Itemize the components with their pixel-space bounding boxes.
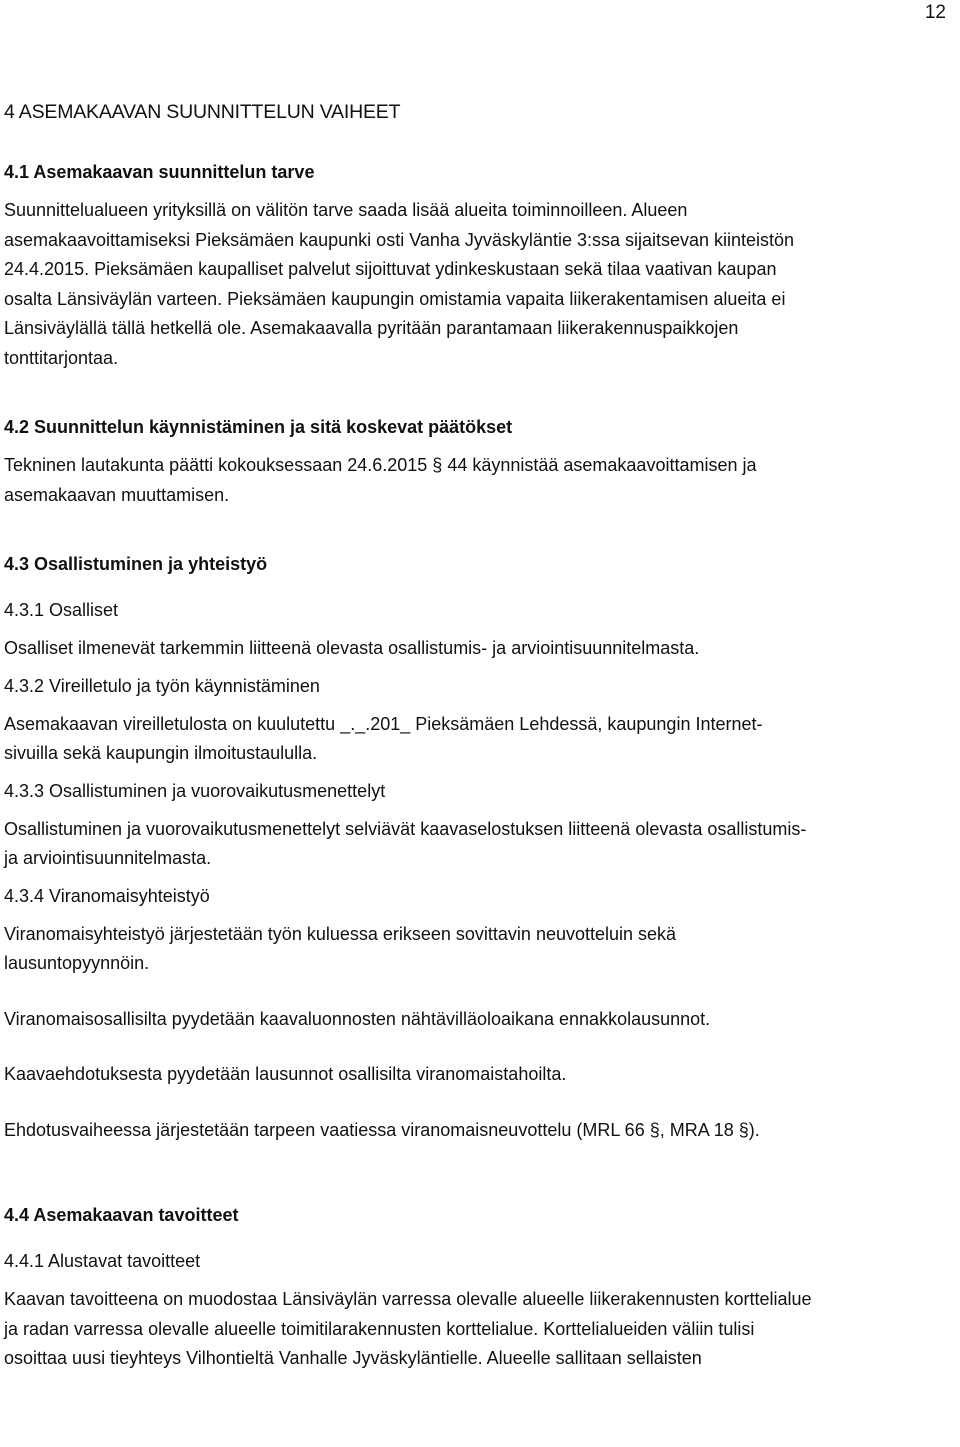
section-4-2 xyxy=(4,415,956,510)
text-line: ja arviointisuunnitelmasta. xyxy=(4,848,212,868)
subsection-heading: 4.3.4 Viranomaisyhteistyö xyxy=(4,885,210,906)
text-line: Suunnittelualueen yrityksillä on välitön tarve saada lisää alueita toiminnoilleen. Alueen xyxy=(4,200,688,220)
text-line: lausuntopyynnöin. xyxy=(4,953,150,973)
text-line: 24.4.2015. Pieksämäen kaupalliset palvelut sijoittuvat ydinkeskustaan sekä tilaa vaativan kaupan xyxy=(4,259,777,279)
text-line: tonttitarjontaa. xyxy=(4,347,119,368)
subsection-heading: 4.4.1 Alustavat tavoitteet xyxy=(4,1251,201,1271)
text-line: osoittaa uusi tieyhteys Vilhontieltä Vanhalle Jyväskyläntielle. Alueelle sallitaan sellaisten xyxy=(4,1348,702,1368)
text-line: Kaavaehdotuksesta pyydetään lausunnot osallisilta viranomaistahoilta. xyxy=(4,1064,567,1084)
subsection-heading: 4.3.2 Vireilletulo ja työn käynnistäminen xyxy=(4,675,320,696)
text-line: asemakaavoittamiseksi Pieksämäen kaupunki osti Vanha Jyväskyläntie 3:ssa sijaitsevan kiinteistön xyxy=(4,229,795,250)
section-4-4 xyxy=(4,1203,956,1374)
text-line: Osallistuminen ja vuorovaikutusmenettelyt selviävät kaavaselostuksen liitteenä olevasta osallistumis- xyxy=(4,818,807,839)
text-line: asemakaavan muuttamisen. xyxy=(4,484,230,505)
chapter-heading: 4 ASEMAKAAVAN SUUNNITTELUN VAIHEET xyxy=(4,101,401,123)
section-heading: 4.3 Osallistuminen ja yhteistyö xyxy=(4,554,268,574)
subsection-heading: 4.3.3 Osallistuminen ja vuorovaikutusmenettelyt xyxy=(4,780,386,801)
text-line: ja radan varressa olevalle alueelle toimitilarakennusten korttelialue. Korttelialueiden väliin tulisi xyxy=(4,1318,755,1339)
section-heading: 4.4 Asemakaavan tavoitteet xyxy=(4,1205,239,1225)
text-line: Viranomaisyhteistyö järjestetään työn kuluessa erikseen sovittavin neuvotteluin sekä xyxy=(4,923,677,944)
text-line: Länsiväylällä tällä hetkellä ole. Asemakaavalla pyritään parantamaan liikerakennuspaikkojen xyxy=(4,318,739,338)
section-4-3 xyxy=(4,552,956,1145)
subsection-heading: 4.3.1 Osalliset xyxy=(4,600,119,620)
text-line: osalta Länsiväylän varteen. Pieksämäen kaupungin omistamia vapaita liikerakentamisen alueita ei xyxy=(4,288,786,309)
text-line: Tekninen lautakunta päätti kokouksessaan 24.6.2015 § 44 käynnistää asemakaavoittamisen ja xyxy=(4,455,757,475)
text-line: Ehdotusvaiheessa järjestetään tarpeen vaatiessa viranomaisneuvottelu (MRL 66 §, MRA 18 §). xyxy=(4,1119,760,1140)
text-line: Asemakaavan vireilletulosta on kuulutettu _._.201_ Pieksämäen Lehdessä, kaupungin Internet- xyxy=(4,713,763,734)
text-line: Viranomaisosallisilta pyydetään kaavaluonnosten nähtävilläoloaikana ennakkolausunnot. xyxy=(4,1008,711,1029)
section-heading: 4.1 Asemakaavan suunnittelun tarve xyxy=(4,162,315,182)
document-body xyxy=(4,100,956,1374)
paragraph xyxy=(4,451,956,510)
text-line: sivuilla sekä kaupungin ilmoitustaululla. xyxy=(4,743,318,763)
text-line: Osalliset ilmenevät tarkemmin liitteenä olevasta osallistumis- ja arviointisuunnitelmasta. xyxy=(4,638,700,658)
section-heading: 4.2 Suunnittelun käynnistäminen ja sitä koskevat päätökset xyxy=(4,417,513,437)
paragraph xyxy=(4,196,956,373)
section-4-1 xyxy=(4,160,956,373)
page-number: 12 xyxy=(924,2,946,23)
text-line: Kaavan tavoitteena on muodostaa Länsiväylän varressa olevalle alueelle liikerakennusten korttelialue xyxy=(4,1289,812,1309)
